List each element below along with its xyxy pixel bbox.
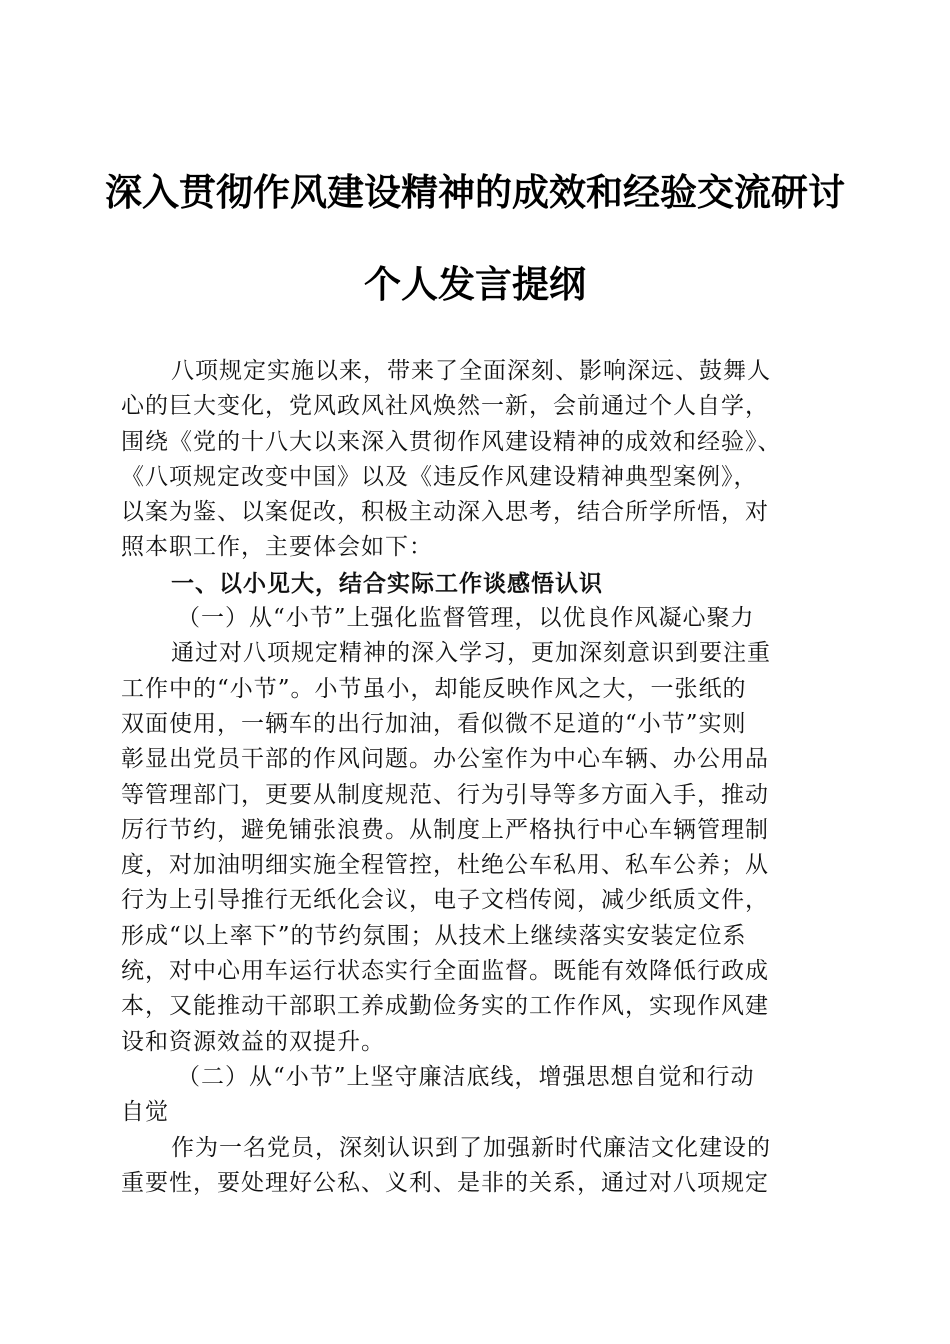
- document-title-line1: 深入贯彻作风建设精神的成效和经验交流研讨: [105, 170, 845, 214]
- paragraph-line: 双面使用，一辆车的出行加油，看似微不足道的“小节”实则: [121, 710, 747, 737]
- document-body: [121, 354, 831, 1201]
- paragraph-line: 八项规定实施以来，带来了全面深刻、影响深远、鼓舞人: [171, 358, 771, 384]
- section-heading: 一、以小见大，结合实际工作谈感悟认识: [171, 569, 603, 597]
- subsection-heading: （一）从“小节”上强化监督管理，以优良作风凝心聚力: [177, 605, 755, 632]
- paragraph-line: 工作中的“小节”。小节虽小，却能反映作风之大，一张纸的: [121, 675, 747, 702]
- paragraph-line: 设和资源效益的双提升。: [121, 1028, 385, 1055]
- paragraph-line: 形成“以上率下”的节约氛围；从技术上继续落实安装定位系: [121, 922, 747, 949]
- paragraph-line: 行为上引导推行无纸化会议，电子文档传阅，减少纸质文件，: [121, 887, 769, 914]
- paragraph-line: 度，对加油明细实施全程管控，杜绝公车私用、私车公养；从: [121, 852, 769, 879]
- paragraph-line: 重要性，要处理好公私、义利、是非的关系，通过对八项规定: [121, 1169, 769, 1196]
- paragraph-line: 等管理部门，更要从制度规范、行为引导等多方面入手，推动: [121, 781, 769, 808]
- paragraph-line: 彰显出党员干部的作风问题。办公室作为中心车辆、办公用品: [121, 746, 769, 773]
- paragraph-line: 统，对中心用车运行状态实行全面监督。既能有效降低行政成: [121, 958, 769, 985]
- paragraph-line: 通过对八项规定精神的深入学习，更加深刻意识到要注重: [171, 640, 771, 667]
- paragraph-line: 照本职工作，主要体会如下：: [121, 534, 433, 561]
- paragraph-line: 围绕《党的十八大以来深入贯彻作风建设精神的成效和经验》、: [121, 428, 782, 455]
- paragraph-line: 以案为鉴、以案促改，积极主动深入思考，结合所学所悟，对: [121, 499, 769, 526]
- subsection-heading-continued: 自觉: [121, 1099, 169, 1126]
- subsection-heading: （二）从“小节”上坚守廉洁底线，增强思想自觉和行动: [177, 1063, 755, 1090]
- paragraph-line: 厉行节约，避免铺张浪费。从制度上严格执行中心车辆管理制: [121, 816, 769, 843]
- paragraph-line: 本，又能推动干部职工养成勤俭务实的工作作风，实现作风建: [121, 993, 769, 1020]
- paragraph-line: 作为一名党员，深刻认识到了加强新时代廉洁文化建设的: [171, 1134, 771, 1161]
- paragraph-line: 心的巨大变化，党风政风社风焕然一新，会前通过个人自学，: [121, 393, 769, 420]
- paragraph-line: 《八项规定改变中国》以及《违反作风建设精神典型案例》，: [121, 463, 758, 490]
- document-title-line2: 个人发言提纲: [364, 262, 586, 306]
